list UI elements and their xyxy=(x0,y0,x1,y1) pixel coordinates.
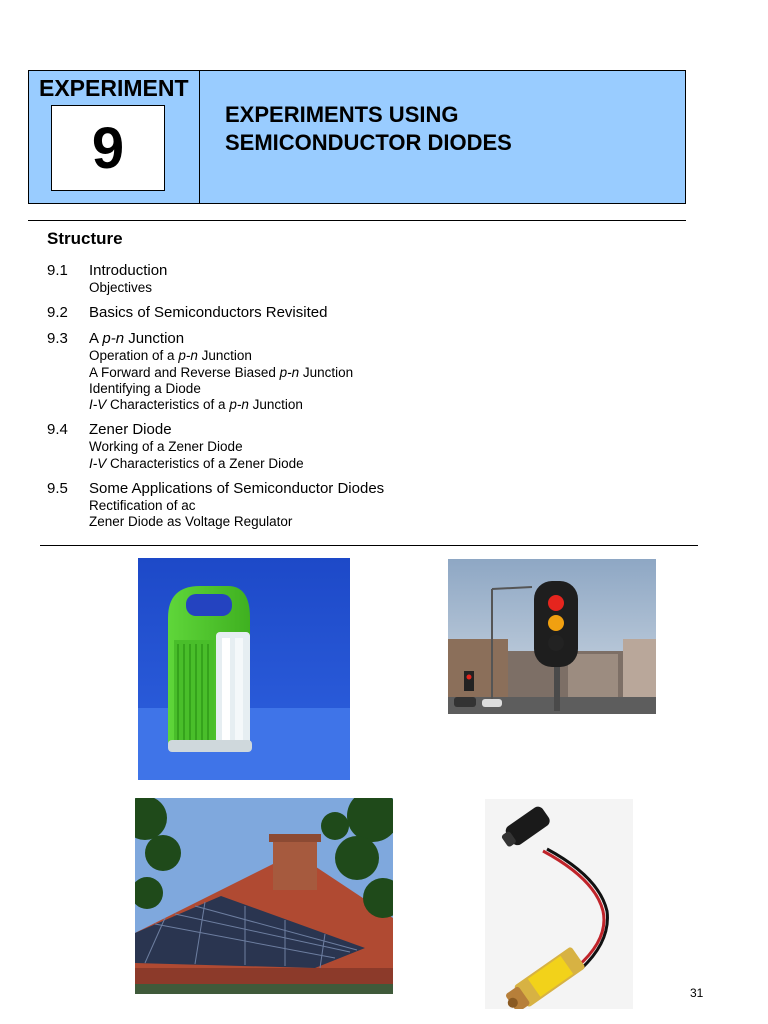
subsection: Zener Diode as Voltage Regulator xyxy=(89,514,293,530)
section-9-1 xyxy=(47,262,667,296)
subsection: Rectification of ac xyxy=(89,498,196,514)
page-number: 31 xyxy=(690,986,704,1000)
emergency-lantern-photo xyxy=(138,558,350,780)
section-number: 9.2 xyxy=(47,304,68,322)
subsection: Operation of a p-n Junction xyxy=(89,348,252,364)
subsection: Objectives xyxy=(89,280,153,295)
subsection: I-V Characteristics of a Zener Diode xyxy=(89,455,304,471)
section-number: 9.1 xyxy=(47,262,68,279)
subsection: Working of a Zener Diode xyxy=(89,439,243,455)
subsection: A Forward and Reverse Biased p-n Junction xyxy=(89,364,354,380)
structure-heading: Structure xyxy=(47,229,123,248)
experiment-number: 9 xyxy=(51,105,165,191)
traffic-light-photo xyxy=(448,559,656,714)
experiment-header xyxy=(28,70,686,204)
section-9-5 xyxy=(47,480,667,531)
solar-panel-roof-photo xyxy=(135,798,393,994)
header-divider xyxy=(199,71,200,203)
section-number: 9.4 xyxy=(47,421,68,439)
section-number: 9.3 xyxy=(47,330,68,348)
top-rule xyxy=(28,220,686,221)
bottom-rule xyxy=(40,545,698,546)
title-line-1: EXPERIMENTS USING xyxy=(225,102,459,127)
section-title: Basics of Semiconductors Revisited xyxy=(89,304,328,322)
experiment-label: EXPERIMENT xyxy=(39,75,189,101)
subsection: I-V Characteristics of a p-n Junction xyxy=(89,397,303,413)
section-title: Zener Diode xyxy=(89,421,172,439)
section-9-3 xyxy=(47,330,667,413)
title-line-2: SEMICONDUCTOR DIODES xyxy=(225,130,512,155)
laser-diode-module-photo xyxy=(485,799,633,1009)
section-9-2 xyxy=(47,304,667,322)
section-title: A p-n Junction xyxy=(89,330,185,348)
section-title: Introduction xyxy=(89,262,168,279)
section-number: 9.5 xyxy=(47,480,68,498)
section-title: Some Applications of Semiconductor Diodes xyxy=(89,480,385,498)
subsection: Identifying a Diode xyxy=(89,380,201,396)
table-of-contents xyxy=(47,262,667,531)
experiment-title xyxy=(225,101,665,157)
section-9-4 xyxy=(47,421,667,472)
